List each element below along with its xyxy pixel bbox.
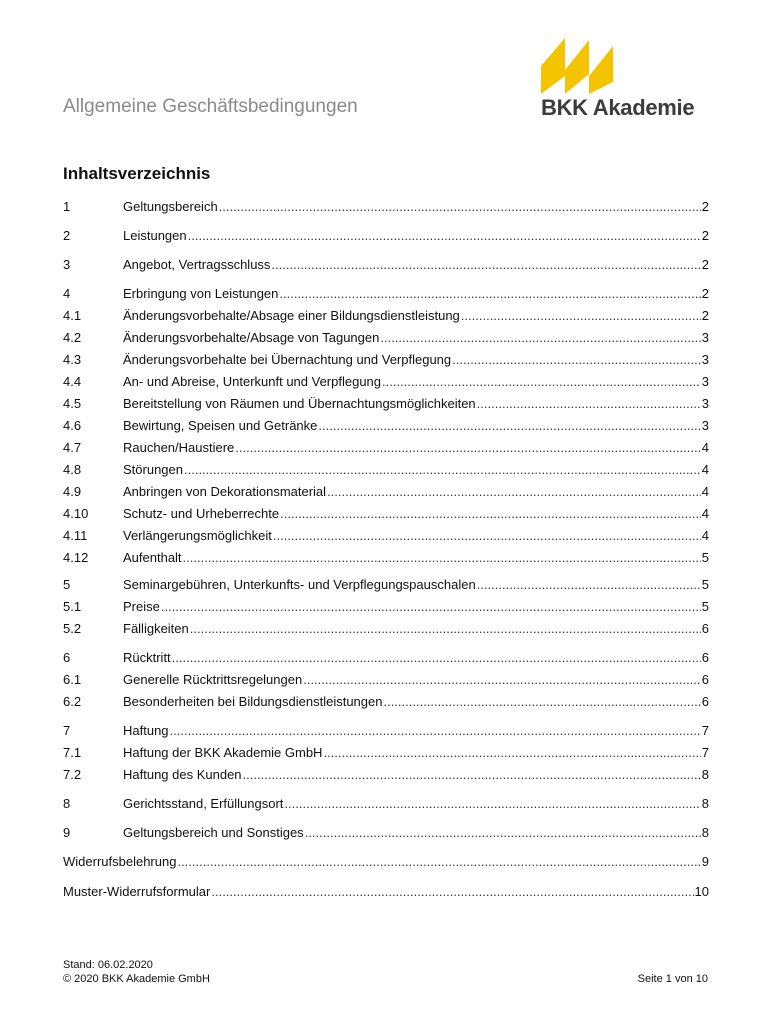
- toc-entry-label: Fälligkeiten: [123, 621, 189, 636]
- toc-entry-line: [123, 722, 709, 740]
- logo-text: BKK Akademie: [541, 95, 695, 120]
- toc-entry[interactable]: [63, 766, 709, 784]
- toc-entry-label: Verlängerungsmöglichkeit: [123, 528, 272, 543]
- toc-entry-page: 2: [701, 286, 709, 301]
- toc-entry-page: 2: [701, 199, 709, 214]
- toc-entry[interactable]: [63, 329, 709, 347]
- toc-entry-number: 7.2: [63, 767, 82, 782]
- toc-entry-page: 6: [701, 650, 709, 665]
- toc-entry[interactable]: [63, 256, 709, 274]
- toc-entry-page: 2: [701, 308, 709, 323]
- toc-entry[interactable]: [63, 549, 709, 567]
- lightning-logo-icon: [539, 36, 625, 96]
- toc-entry[interactable]: [63, 576, 709, 594]
- toc-entry-number: 4.7: [63, 440, 82, 455]
- toc-dot-leader: [211, 883, 693, 901]
- toc-entry-page: 3: [701, 418, 709, 433]
- toc-dot-leader: [452, 351, 701, 369]
- toc-entry-label: Rücktritt: [123, 650, 171, 665]
- toc-dot-leader: [184, 461, 701, 479]
- toc-entry[interactable]: [63, 795, 709, 813]
- toc-entry-line: [123, 693, 709, 711]
- toc-entry-number: 4.6: [63, 418, 82, 433]
- toc-entry-number: 4.4: [63, 374, 82, 389]
- toc-entry-page: 6: [701, 694, 709, 709]
- toc-entry-line: [123, 307, 709, 325]
- toc-entry[interactable]: [63, 693, 709, 711]
- toc-dot-leader: [161, 598, 701, 616]
- toc-entry[interactable]: [63, 417, 709, 435]
- toc-entry[interactable]: [63, 483, 709, 501]
- toc-dot-leader: [271, 256, 700, 274]
- toc-entry-number: 4: [63, 286, 71, 301]
- toc-entry-page: 2: [701, 228, 709, 243]
- toc-entry-label: Bereitstellung von Räumen und Übernachtungsmöglichkeiten: [123, 396, 476, 411]
- toc-entry-line: [123, 373, 709, 391]
- toc-entry[interactable]: [63, 285, 709, 303]
- toc-entry-line: [123, 461, 709, 479]
- toc-entry-label: Änderungsvorbehalte/Absage einer Bildungsdienstleistung: [123, 308, 460, 323]
- toc-dot-leader: [235, 439, 700, 457]
- toc-entry-line: [123, 329, 709, 347]
- toc-dot-leader: [280, 505, 701, 523]
- toc-entry[interactable]: [63, 461, 709, 479]
- toc-entry-page: 5: [701, 599, 709, 614]
- toc-entry-number: 4.11: [63, 528, 88, 543]
- toc-entry-label: Preise: [123, 599, 160, 614]
- toc-entry-page: 3: [701, 396, 709, 411]
- toc-entry-line: [123, 766, 709, 784]
- toc-entry-label: Generelle Rücktrittsregelungen: [123, 672, 303, 687]
- toc-entry-number: 6.2: [63, 694, 82, 709]
- toc-entry-label: Muster-Widerrufsformular: [63, 884, 211, 899]
- toc-entry[interactable]: [63, 395, 709, 413]
- toc-entry-page: 4: [701, 506, 709, 521]
- toc-entry[interactable]: [63, 227, 709, 245]
- toc-entry-label: Schutz- und Urheberrechte: [123, 506, 280, 521]
- toc-dot-leader: [477, 395, 701, 413]
- toc-entry-line: [123, 256, 709, 274]
- toc-entry-number: 3: [63, 257, 71, 272]
- toc-entry-number: 7.1: [63, 745, 82, 760]
- toc-entry-label: Geltungsbereich und Sonstiges: [123, 825, 304, 840]
- toc-entry-line: [123, 505, 709, 523]
- toc-entry-number: 4.1: [63, 308, 82, 323]
- toc-entry-page: 3: [701, 352, 709, 367]
- toc-entry[interactable]: [63, 351, 709, 369]
- toc-entry-label: Änderungsvorbehalte bei Übernachtung und Verpflegung: [123, 352, 452, 367]
- toc-entry-number: 4.5: [63, 396, 82, 411]
- footer-page-number: Seite 1 von 10: [637, 973, 708, 985]
- toc-entry[interactable]: [63, 649, 709, 667]
- toc-dot-leader: [323, 744, 700, 762]
- toc-entry-label: An- und Abreise, Unterkunft und Verpflegung: [123, 374, 382, 389]
- toc-entry-number: 5.1: [63, 599, 82, 614]
- toc-entry-page: 6: [701, 621, 709, 636]
- toc-dot-leader: [279, 285, 700, 303]
- toc-entry-label: Besonderheiten bei Bildungsdienstleistungen: [123, 694, 383, 709]
- toc-entry-page: 9: [701, 854, 709, 869]
- toc-entry-number: 5.2: [63, 621, 82, 636]
- toc-entry-number: 8: [63, 796, 71, 811]
- toc-entry[interactable]: [63, 307, 709, 325]
- toc-entry-line: [123, 649, 709, 667]
- toc-entry-line: [123, 795, 709, 813]
- footer-left: [63, 958, 210, 986]
- toc-entry-number: 6: [63, 650, 71, 665]
- toc-entry-label: Seminargebühren, Unterkunfts- und Verpflegungspauschalen: [123, 577, 476, 592]
- toc-entry-label: Haftung des Kunden: [123, 767, 242, 782]
- toc-entry[interactable]: [63, 824, 709, 842]
- toc-entry-label: Gerichtsstand, Erfüllungsort: [123, 796, 284, 811]
- toc-dot-leader: [183, 549, 701, 567]
- toc-entry-page: 3: [701, 374, 709, 389]
- toc-entry-number: 4.8: [63, 462, 82, 477]
- toc-entry-line: [123, 576, 709, 594]
- toc-entry-label: Geltungsbereich: [123, 199, 218, 214]
- toc-dot-leader: [305, 824, 701, 842]
- toc-entry[interactable]: [63, 439, 709, 457]
- toc-entry[interactable]: [63, 373, 709, 391]
- toc-entry-line: [123, 227, 709, 245]
- toc-entry[interactable]: [63, 853, 709, 871]
- toc-entry-number: 4.10: [63, 506, 89, 521]
- toc-entry-number: 4.9: [63, 484, 82, 499]
- toc-dot-leader: [273, 527, 701, 545]
- toc-entry-label: Widerrufsbelehrung: [63, 854, 177, 869]
- toc-entry-line: [123, 351, 709, 369]
- toc-entry-line: [123, 598, 709, 616]
- toc-entry-label: Leistungen: [123, 228, 187, 243]
- toc-entry-line: [123, 439, 709, 457]
- toc-entry-page: 4: [701, 528, 709, 543]
- toc-entry-label: Angebot, Vertragsschluss: [123, 257, 271, 272]
- toc-entry-page: 6: [701, 672, 709, 687]
- toc-dot-leader: [327, 483, 701, 501]
- toc-dot-leader: [170, 722, 701, 740]
- toc-entry-line: [123, 549, 709, 567]
- toc-entry-label: Bewirtung, Speisen und Getränke: [123, 418, 318, 433]
- toc-entry[interactable]: [63, 598, 709, 616]
- toc-entry-label: Anbringen von Dekorationsmaterial: [123, 484, 327, 499]
- toc-entry-label: Haftung der BKK Akademie GmbH: [123, 745, 323, 760]
- toc-entry[interactable]: [63, 620, 709, 638]
- toc-entry-page: 8: [701, 767, 709, 782]
- toc-entry-page: 5: [701, 550, 709, 565]
- toc-entry-number: 5: [63, 577, 71, 592]
- toc-entry-number: 4.2: [63, 330, 82, 345]
- toc-entry-page: 7: [701, 745, 709, 760]
- toc-dot-leader: [188, 227, 701, 245]
- toc-entry-page: 4: [701, 462, 709, 477]
- toc-dot-leader: [243, 766, 701, 784]
- toc-entry-line: [123, 483, 709, 501]
- toc-dot-leader: [380, 329, 700, 347]
- toc-entry-label: Störungen: [123, 462, 183, 477]
- toc-entry[interactable]: [63, 744, 709, 762]
- toc-entry-number: 1: [63, 199, 71, 214]
- toc-entry-label: Änderungsvorbehalte/Absage von Tagungen: [123, 330, 380, 345]
- document-title: Allgemeine Geschäftsbedingungen: [63, 96, 358, 117]
- toc-entry-label: Erbringung von Leistungen: [123, 286, 279, 301]
- toc-entry-line: [63, 883, 709, 901]
- toc-entry-line: [123, 744, 709, 762]
- toc-dot-leader: [177, 853, 700, 871]
- footer-stand: Stand: 06.02.2020: [63, 959, 153, 971]
- toc-entry[interactable]: [63, 883, 709, 901]
- toc-entry[interactable]: [63, 527, 709, 545]
- toc-entry-number: 2: [63, 228, 71, 243]
- toc-entry-line: [123, 417, 709, 435]
- toc-entry-line: [123, 198, 709, 216]
- toc-entry-label: Aufenthalt: [123, 550, 182, 565]
- toc-entry-page: 2: [701, 257, 709, 272]
- toc-entry-number: 9: [63, 825, 71, 840]
- toc-entry-page: 4: [701, 484, 709, 499]
- toc-entry-number: 6.1: [63, 672, 82, 687]
- toc-entry-page: 8: [701, 796, 709, 811]
- toc-dot-leader: [382, 373, 701, 391]
- toc-entry-line: [63, 853, 709, 871]
- toc-dot-leader: [303, 671, 701, 689]
- toc-entry-number: 7: [63, 723, 71, 738]
- toc-entry-line: [123, 285, 709, 303]
- toc-entry-page: 3: [701, 330, 709, 345]
- toc-dot-leader: [461, 307, 701, 325]
- toc-entry-line: [123, 824, 709, 842]
- toc-entry[interactable]: [63, 722, 709, 740]
- toc-entry-line: [123, 527, 709, 545]
- toc-entry-line: [123, 620, 709, 638]
- toc-heading: Inhaltsverzeichnis: [63, 164, 211, 183]
- toc-dot-leader: [219, 198, 701, 216]
- toc-entry-label: Rauchen/Haustiere: [123, 440, 235, 455]
- footer-copyright: © 2020 BKK Akademie GmbH: [63, 973, 210, 985]
- toc-entry[interactable]: [63, 198, 709, 216]
- toc-entry[interactable]: [63, 505, 709, 523]
- toc-entry-page: 10: [694, 884, 709, 899]
- toc-dot-leader: [284, 795, 700, 813]
- toc-entry-line: [123, 671, 709, 689]
- toc-entry-line: [123, 395, 709, 413]
- toc-entry[interactable]: [63, 671, 709, 689]
- toc-entry-page: 8: [701, 825, 709, 840]
- toc-dot-leader: [172, 649, 701, 667]
- toc-entry-page: 5: [701, 577, 709, 592]
- toc-entry-page: 4: [701, 440, 709, 455]
- toc-entry-page: 7: [701, 723, 709, 738]
- toc-dot-leader: [318, 417, 700, 435]
- bkk-akademie-logo: [539, 36, 711, 120]
- toc-entry-label: Haftung: [123, 723, 169, 738]
- toc-entry-number: 4.12: [63, 550, 89, 565]
- toc-dot-leader: [477, 576, 701, 594]
- toc-dot-leader: [383, 693, 700, 711]
- toc-entry-number: 4.3: [63, 352, 82, 367]
- toc-dot-leader: [190, 620, 701, 638]
